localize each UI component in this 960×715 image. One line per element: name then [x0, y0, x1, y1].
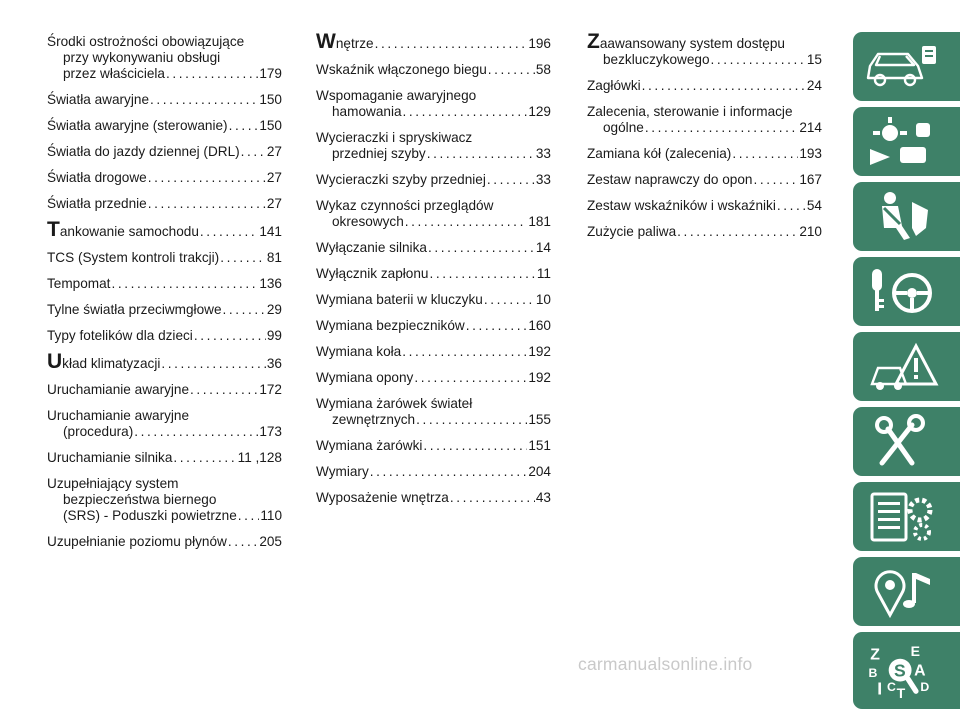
- dot-leader: [484, 292, 535, 308]
- dot-leader: [487, 172, 535, 188]
- index-entry-line: [316, 146, 551, 162]
- page-number[interactable]: 214: [799, 120, 822, 135]
- index-term: Uruchamianie silnika: [47, 450, 173, 465]
- page-number[interactable]: 205: [259, 534, 282, 549]
- index-term: Światła przednie: [47, 196, 147, 211]
- wrench-tools-icon: [860, 413, 942, 471]
- page-number[interactable]: 99: [266, 328, 282, 343]
- dot-leader: [370, 464, 528, 480]
- page-number[interactable]: 172: [259, 382, 282, 397]
- index-entry[interactable]: [47, 144, 282, 160]
- index-entry[interactable]: [316, 292, 551, 308]
- index-entry[interactable]: [587, 146, 822, 162]
- index-entry[interactable]: [316, 370, 551, 386]
- index-term: Wykaz czynności przeglądów: [316, 198, 494, 213]
- letter-i: I: [877, 678, 883, 699]
- index-column-2: [316, 30, 551, 516]
- tab-wrench-tools[interactable]: [853, 407, 960, 476]
- index-entry[interactable]: [47, 118, 282, 134]
- index-term: Uzupełnianie poziomu płynów: [47, 534, 227, 549]
- car-info-icon: [860, 38, 942, 96]
- page-number[interactable]: 29: [266, 302, 282, 317]
- index-entry[interactable]: [316, 318, 551, 334]
- index-entry-line: [47, 424, 282, 440]
- index-entry[interactable]: [316, 344, 551, 360]
- index-entry-line: [47, 476, 282, 492]
- index-entry-line: [47, 170, 282, 186]
- letter-a: A: [914, 661, 926, 679]
- index-entry[interactable]: [47, 218, 282, 241]
- letter-t: T: [896, 684, 906, 700]
- index-entry[interactable]: [47, 34, 282, 82]
- index-entry-line: [47, 66, 282, 82]
- dot-leader: [190, 382, 258, 398]
- page-number[interactable]: 110: [260, 508, 282, 523]
- index-entry-line: [316, 214, 551, 230]
- index-term: Wymiana żarówek świateł: [316, 396, 473, 411]
- index-entry-line: [47, 144, 282, 160]
- index-term: Zalecenia, sterowanie i informacje: [587, 104, 793, 119]
- page-number[interactable]: 179: [259, 66, 282, 81]
- warning-triangle-icon: [860, 338, 942, 396]
- dot-leader: [450, 490, 535, 506]
- tab-warning-triangle[interactable]: [853, 332, 960, 401]
- index-entry-line: [587, 198, 822, 214]
- index-term: Typy fotelików dla dzieci: [47, 328, 193, 343]
- index-entry-line: [587, 78, 822, 94]
- index-term: Środki ostrożności obowiązujące: [47, 34, 245, 49]
- index-entry[interactable]: [47, 382, 282, 398]
- index-entry[interactable]: [47, 92, 282, 108]
- dot-leader: [150, 92, 258, 108]
- dot-leader: [428, 240, 535, 256]
- page-number[interactable]: 36: [266, 356, 282, 371]
- dot-leader: [405, 214, 528, 230]
- page-number[interactable]: 160: [528, 318, 551, 333]
- dot-leader: [223, 302, 266, 318]
- index-term: przy wykonywaniu obsługi: [63, 50, 221, 65]
- page-number[interactable]: 58: [535, 62, 551, 77]
- index-entry[interactable]: [47, 302, 282, 318]
- index-entry[interactable]: [47, 350, 282, 373]
- index-term: bezkluczykowego: [603, 52, 710, 67]
- tab-car-info[interactable]: [853, 32, 960, 101]
- page-number[interactable]: 24: [806, 78, 822, 93]
- index-term: Wyłącznik zapłonu: [316, 266, 429, 281]
- tab-multimedia[interactable]: [853, 557, 960, 626]
- index-entry[interactable]: [47, 328, 282, 344]
- index-entry-line: [587, 52, 822, 68]
- page-number[interactable]: 181: [528, 214, 551, 229]
- index-term: Tylne światła przeciwmgłowe: [47, 302, 222, 317]
- index-term: Tankowanie samochodu: [47, 218, 199, 241]
- index-entry-line: [587, 120, 822, 136]
- page-number[interactable]: 129: [528, 104, 551, 119]
- page-number[interactable]: 10: [535, 292, 551, 307]
- index-term: ogólne: [603, 120, 644, 135]
- index-entry-line: [47, 382, 282, 398]
- key-steering-wheel-icon: [860, 263, 942, 321]
- index-entry-line: [316, 240, 551, 256]
- index-term: przez właściciela: [63, 66, 165, 81]
- index-term: Zestaw naprawczy do opon: [587, 172, 753, 187]
- index-term: TCS (System kontroli trakcji): [47, 250, 220, 265]
- index-term: okresowych: [332, 214, 404, 229]
- index-term: Światła awaryjne (sterowanie): [47, 118, 228, 133]
- index-term: Wymiana bezpieczników: [316, 318, 465, 333]
- index-term: hamowania: [332, 104, 402, 119]
- index-entry-line: [316, 490, 551, 506]
- index-entry-line: [316, 30, 551, 53]
- index-entry-line: [587, 224, 822, 240]
- index-entry-line: [316, 344, 551, 360]
- index-entry-line: [47, 534, 282, 550]
- index-entry-line: [316, 464, 551, 480]
- dot-leader: [645, 120, 798, 136]
- index-term: (procedura): [63, 424, 134, 439]
- index-entry-line: [47, 302, 282, 318]
- index-entry[interactable]: [587, 104, 822, 136]
- index-entry[interactable]: [316, 198, 551, 230]
- index-entry-line: [316, 438, 551, 454]
- dashboard-lights-icon: [860, 113, 942, 171]
- page-number[interactable]: 81: [266, 250, 282, 265]
- index-entry-line: [316, 412, 551, 428]
- page-number[interactable]: 150: [259, 118, 282, 133]
- page-number[interactable]: 43: [535, 490, 551, 505]
- index-entry-line: [316, 62, 551, 78]
- index-term: Zagłówki: [587, 78, 641, 93]
- dot-leader: [677, 224, 798, 240]
- index-entry-line: [316, 292, 551, 308]
- index-entry-line: [47, 250, 282, 266]
- index-entry[interactable]: [47, 196, 282, 212]
- index-term: bezpieczeństwa biernego: [63, 492, 217, 507]
- index-term: Zestaw wskaźników i wskaźniki: [587, 198, 776, 213]
- index-term: Wnętrze: [316, 30, 374, 53]
- multimedia-icon: [860, 563, 942, 621]
- index-entry[interactable]: [587, 224, 822, 240]
- page-number[interactable]: 27: [266, 196, 282, 211]
- index-entry[interactable]: [47, 250, 282, 266]
- index-term: Zamiana kół (zalecenia): [587, 146, 732, 161]
- index-term: (SRS) - Poduszki powietrzne: [63, 508, 237, 523]
- index-term: Wycieraczki i spryskiwacz: [316, 130, 473, 145]
- page-number[interactable]: 136: [259, 276, 282, 291]
- index-column-3: [587, 30, 822, 250]
- dot-leader: [403, 104, 528, 120]
- page-number[interactable]: 27: [266, 170, 282, 185]
- index-entry[interactable]: [316, 438, 551, 454]
- letter-d: D: [920, 679, 930, 694]
- page-number[interactable]: 151: [528, 438, 551, 453]
- dot-leader: [173, 450, 236, 466]
- index-entry-line: [316, 172, 551, 188]
- index-entry-line: [316, 88, 551, 104]
- index-term: Wymiana opony: [316, 370, 414, 385]
- index-entry[interactable]: [316, 266, 551, 282]
- index-term: Uzupełniający system: [47, 476, 179, 491]
- page-number[interactable]: 155: [528, 412, 551, 427]
- index-entry[interactable]: [316, 30, 551, 53]
- index-entry-line: [47, 218, 282, 241]
- index-entry[interactable]: [47, 408, 282, 440]
- dot-leader: [488, 62, 535, 78]
- index-entry[interactable]: [316, 396, 551, 428]
- index-term: Wymiana baterii w kluczyku: [316, 292, 483, 307]
- watermark: carmanualsonline.info: [578, 654, 753, 674]
- index-term: Wymiary: [316, 464, 369, 479]
- dot-leader: [427, 146, 535, 162]
- index-entry-line: [47, 34, 282, 50]
- index-entry-line: [47, 276, 282, 292]
- letter-e: E: [910, 642, 921, 659]
- index-entry[interactable]: [316, 464, 551, 480]
- dot-leader: [194, 328, 266, 344]
- index-term: Tempomat: [47, 276, 111, 291]
- dot-leader: [161, 356, 266, 372]
- index-entry[interactable]: [587, 30, 822, 68]
- index-entry-line: [47, 508, 282, 524]
- index-entry-line: [47, 450, 282, 466]
- index-entry-line: [316, 318, 551, 334]
- page-number[interactable]: 33: [535, 146, 551, 161]
- dot-leader: [416, 412, 527, 428]
- index-term: Zużycie paliwa: [587, 224, 677, 239]
- index-entry-line: [316, 370, 551, 386]
- dot-leader: [134, 424, 258, 440]
- dot-leader: [466, 318, 528, 334]
- index-term: Światła drogowe: [47, 170, 147, 185]
- index-term: Światła awaryjne: [47, 92, 149, 107]
- chapter-tabs: [853, 32, 960, 715]
- dot-leader: [200, 224, 258, 240]
- tab-dashboard-lights[interactable]: [853, 107, 960, 176]
- index-term: Wymiana żarówki: [316, 438, 423, 453]
- index-entry[interactable]: [587, 198, 822, 214]
- dot-leader: [148, 170, 266, 186]
- page-number[interactable]: 54: [806, 198, 822, 213]
- index-term: zewnętrznych: [332, 412, 416, 427]
- page-number[interactable]: 141: [259, 224, 282, 239]
- index-entry-line: [316, 130, 551, 146]
- index-entry-line: [47, 408, 282, 424]
- page-number[interactable]: 15: [806, 52, 822, 67]
- index-term: Uruchamianie awaryjne: [47, 408, 190, 423]
- index-entry-line: [47, 50, 282, 66]
- index-entry[interactable]: [316, 88, 551, 120]
- page-number[interactable]: 204: [528, 464, 551, 479]
- dot-leader: [375, 36, 528, 52]
- index-term: Układ klimatyzacji: [47, 350, 161, 373]
- index-term: Wyłączanie silnika: [316, 240, 427, 255]
- dot-leader: [414, 370, 527, 386]
- page-number[interactable]: 33: [535, 172, 551, 187]
- page-number[interactable]: 192: [528, 370, 551, 385]
- index-entry[interactable]: [316, 130, 551, 162]
- dot-leader: [111, 276, 258, 292]
- specifications-gear-icon: [860, 488, 942, 546]
- index-entry[interactable]: [47, 476, 282, 524]
- page-number[interactable]: 173: [259, 424, 282, 439]
- letter-z: Z: [870, 646, 880, 664]
- dot-leader: [642, 78, 806, 94]
- svg-text:S: S: [893, 659, 906, 680]
- index-term: Wspomaganie awaryjnego: [316, 88, 477, 103]
- page-number[interactable]: 193: [799, 146, 822, 161]
- page-number[interactable]: 196: [528, 36, 551, 51]
- index-entry[interactable]: [587, 172, 822, 188]
- dot-leader: [238, 508, 260, 524]
- letter-c: C: [886, 679, 896, 694]
- dot-leader: [423, 438, 527, 454]
- dot-leader: [241, 144, 266, 160]
- index-entry[interactable]: [316, 62, 551, 78]
- page-number[interactable]: 14: [535, 240, 551, 255]
- index-column-1: [47, 34, 282, 560]
- tab-key-steering-wheel[interactable]: [853, 257, 960, 326]
- index-entry[interactable]: [47, 276, 282, 292]
- index-entry-line: [587, 104, 822, 120]
- dot-leader: [429, 266, 535, 282]
- dot-leader: [402, 344, 527, 360]
- index-term: Wycieraczki szyby przedniej: [316, 172, 486, 187]
- index-term: przedniej szyby: [332, 146, 426, 161]
- index-term: Wyposażenie wnętrza: [316, 490, 449, 505]
- index-entry[interactable]: [316, 172, 551, 188]
- dot-leader: [711, 52, 806, 68]
- dot-leader: [229, 118, 259, 134]
- index-entry-line: [47, 492, 282, 508]
- page-number[interactable]: 150: [259, 92, 282, 107]
- index-entry-line: [47, 328, 282, 344]
- index-entry-line: [47, 92, 282, 108]
- index-entry-line: [587, 146, 822, 162]
- page-number[interactable]: 11: [536, 266, 551, 281]
- index-term: Uruchamianie awaryjne: [47, 382, 190, 397]
- dot-leader: [220, 250, 266, 266]
- seatbelt-safety-icon: [860, 188, 942, 246]
- tab-seatbelt-safety[interactable]: [853, 182, 960, 251]
- index-term: Zaawansowany system dostępu: [587, 30, 785, 53]
- index-entry[interactable]: [587, 78, 822, 94]
- page-number[interactable]: 27: [266, 144, 282, 159]
- dot-leader: [732, 146, 798, 162]
- dot-leader: [148, 196, 266, 212]
- tab-specifications[interactable]: [853, 482, 960, 551]
- index-entry[interactable]: [47, 534, 282, 550]
- dot-leader: [753, 172, 798, 188]
- index-entry-line: [316, 396, 551, 412]
- index-entry-line: [47, 350, 282, 373]
- page-number[interactable]: 210: [799, 224, 822, 239]
- index-entry[interactable]: [316, 490, 551, 506]
- index-entry-line: [587, 30, 822, 53]
- index-entry[interactable]: [316, 240, 551, 256]
- dot-leader: [228, 534, 258, 550]
- index-entry-line: [316, 198, 551, 214]
- index-entry[interactable]: [47, 450, 282, 466]
- letter-b: B: [868, 665, 878, 680]
- index-entry-line: [47, 118, 282, 134]
- index-entry-line: [47, 196, 282, 212]
- index-entry-line: [316, 266, 551, 282]
- index-entry-line: [316, 104, 551, 120]
- index-term: Wymiana koła: [316, 344, 402, 359]
- index-entry[interactable]: [47, 170, 282, 186]
- page-number[interactable]: 11 ,128: [237, 450, 282, 465]
- page-number[interactable]: 167: [799, 172, 822, 187]
- dot-leader: [166, 66, 258, 82]
- dot-leader: [777, 198, 806, 214]
- index-term: Wskaźnik włączonego biegu: [316, 62, 487, 77]
- page-number[interactable]: 192: [528, 344, 551, 359]
- index-entry-line: [587, 172, 822, 188]
- index-term: Światła do jazdy dziennej (DRL): [47, 144, 240, 159]
